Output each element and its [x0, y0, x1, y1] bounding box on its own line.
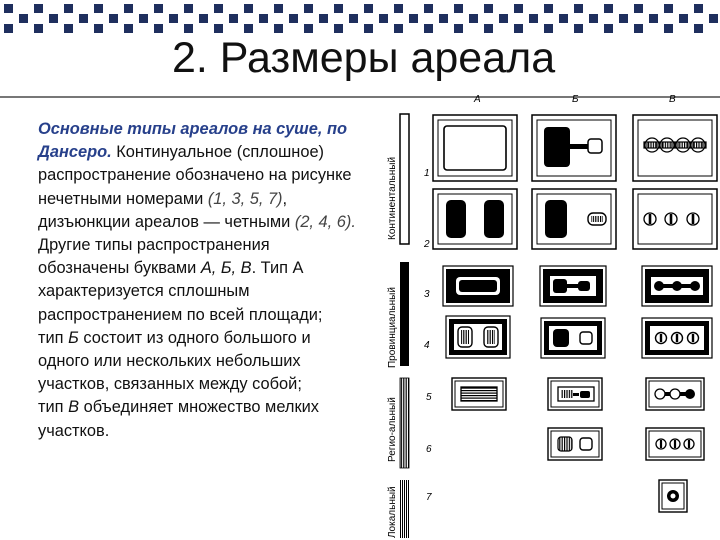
row-number-3: 3: [424, 289, 430, 300]
type-v-letter: В: [68, 398, 80, 417]
row-number-5: 5: [426, 392, 432, 403]
scale-label-local: Локальный: [387, 486, 398, 538]
cell-1a: [433, 115, 517, 181]
paragraph-3a: тип: [38, 328, 69, 347]
row-number-7: 7: [426, 492, 432, 503]
row-number-1: 1: [424, 168, 430, 179]
scale-label-regional: Регио-альный: [387, 397, 398, 462]
type-letters: А, Б, В: [200, 259, 252, 278]
cell-5a: [452, 378, 506, 410]
cell-2v: [633, 189, 717, 249]
cell-7v: [659, 480, 687, 512]
even-numbers: (2, 4, 6).: [294, 212, 356, 231]
scale-label-continental: Континентальный: [387, 156, 398, 240]
lead-heading: Основные типы ареалов на суше, по Дансеро.: [38, 120, 348, 162]
paragraph-2b: . Тип А характеризуется сплошным распространением по всей площади;: [38, 259, 323, 324]
scale-bar-local: [400, 480, 409, 538]
cell-1v: [633, 115, 717, 181]
paragraph-1a: Континуальное (сплошное) распространение обозначено на рисунке нечетными номерами: [38, 143, 352, 208]
scale-bar-continental: [400, 114, 409, 244]
scale-bar-regional: [400, 378, 409, 468]
cell-2a: [433, 189, 517, 249]
paragraph-1b: , дизъюнкции ареалов — четными: [38, 189, 295, 231]
type-b-letter: Б: [68, 328, 79, 347]
column-header-v: В: [669, 94, 676, 105]
cell-3a: [443, 266, 513, 306]
cell-6v: [646, 428, 704, 460]
odd-numbers: (1, 3, 5, 7): [207, 189, 283, 208]
cell-5b: [548, 378, 602, 410]
cell-6b: [548, 428, 602, 460]
scale-label-provincial: Провинциальный: [387, 287, 398, 368]
row-number-2: 2: [424, 239, 430, 250]
page-title: 2. Размеры ареала: [172, 34, 556, 82]
paragraph-3b: состоит из одного большого и одного или нескольких небольших участков, связанных между собой;: [38, 328, 311, 394]
row-number-4: 4: [424, 340, 430, 351]
cell-5v: [646, 378, 704, 410]
cell-3b: [540, 266, 606, 306]
paragraph-2a: Другие типы распространения обозначены буквами: [38, 236, 270, 278]
paragraph-4b: объединяет множество мелких участков.: [38, 398, 319, 440]
cell-1b: [532, 115, 616, 181]
cell-2b: [532, 189, 616, 249]
cell-4a: [446, 316, 510, 358]
row-number-6: 6: [426, 444, 432, 455]
column-header-a: А: [474, 94, 481, 105]
cell-3v: [642, 266, 712, 306]
column-header-b: Б: [572, 94, 579, 105]
paragraph-4a: тип: [38, 398, 69, 417]
scale-bar-provincial: [400, 262, 409, 366]
cell-4v: [642, 318, 712, 358]
cell-4b: [541, 318, 605, 358]
